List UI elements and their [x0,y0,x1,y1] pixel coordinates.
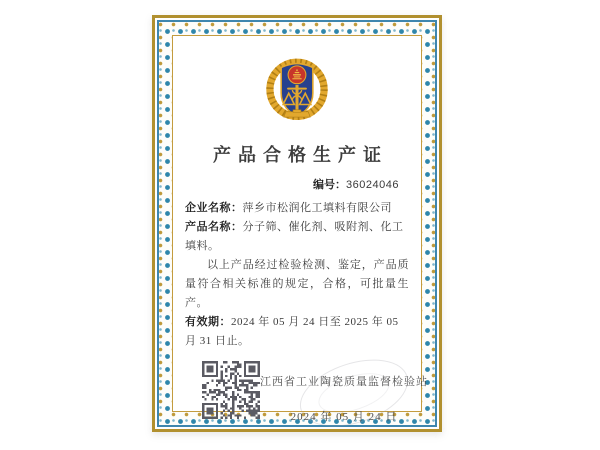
issue-date: 2024 年 05 月 24 日 [290,411,398,423]
issue-section [185,361,428,424]
serial-label: 编号： [313,179,347,191]
qr-code-icon [202,361,260,419]
enterprise-name-label: 企业名称： [185,202,243,214]
enterprise-name-value: 萍乡市松润化工填料有限公司 [242,202,392,214]
product-name-row [185,218,409,256]
validity-value: 2024 年 05 月 24 日至 2025 年 05 月 31 日止。 [185,316,399,347]
certificate-ornament-border [159,22,435,425]
certificate-title: 产品合格生产证 [213,145,388,165]
validity-row [185,313,409,351]
faint-seal-watermark [291,347,416,439]
issue-block [260,361,428,424]
validity-label: 有效期： [185,316,231,328]
certificate-blue-frame [157,20,437,427]
market-supervision-badge-icon [185,53,409,125]
serial-line [185,176,409,192]
issuer-name: 江西省工业陶瓷质量监督检验站 [260,376,428,388]
serial-number: 36024046 [346,179,399,191]
product-name-value: 分子筛、催化剂、吸附剂、化工填料。 [185,221,404,252]
conformity-statement: 以上产品经过检验检测、鉴定，产品质量符合相关标准的规定，合格，可批量生产。 [185,259,409,309]
certificate [152,15,442,432]
product-name-label: 产品名称： [185,221,243,233]
certificate-content [172,35,428,423]
enterprise-name-row [185,199,409,218]
